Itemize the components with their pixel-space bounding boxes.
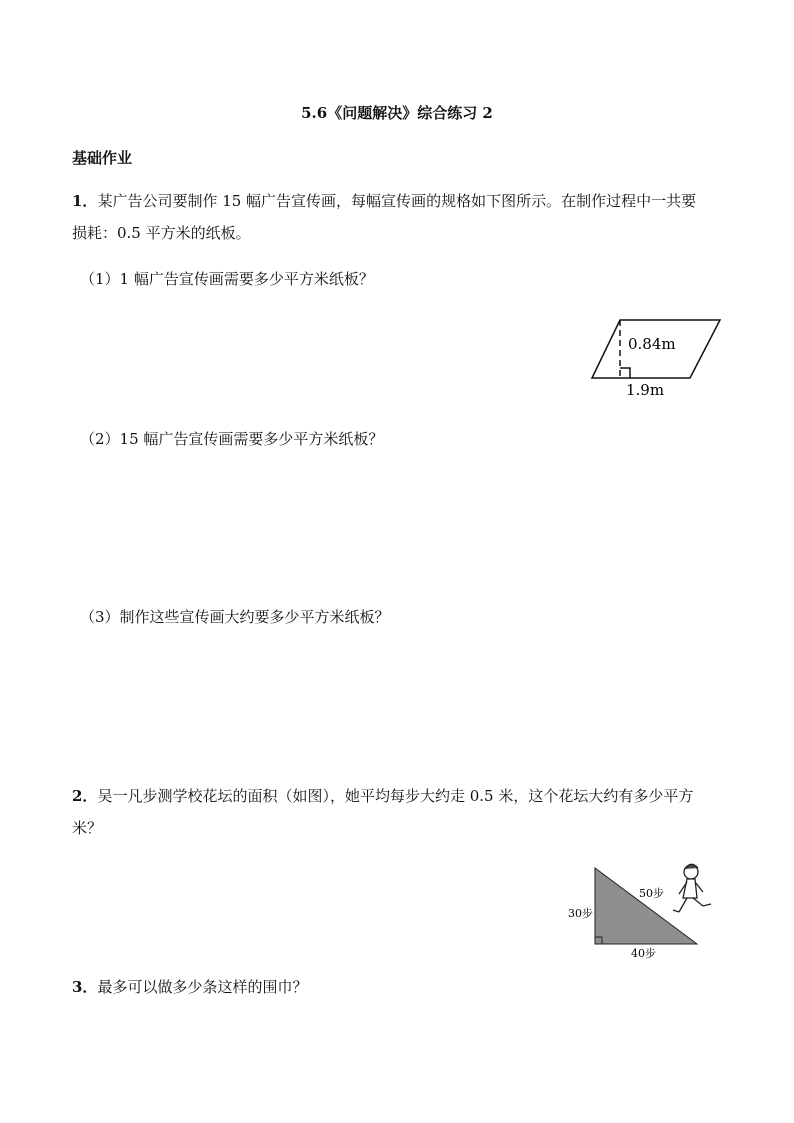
- question-3-number: 3．: [72, 978, 98, 996]
- question-2-text-2: 米？: [72, 819, 103, 837]
- triangle-base-label: 40步: [631, 947, 656, 960]
- right-angle-mark: [620, 368, 630, 378]
- question-2-line-1: [72, 785, 693, 807]
- question-1-text-2: 损耗：0.5 平方米的纸板。: [72, 224, 251, 242]
- triangle-vertical-label: 30步: [568, 907, 593, 920]
- parallelogram-figure: [588, 316, 728, 400]
- triangle-flowerbed-figure: [565, 850, 725, 964]
- parallelogram-base-label: 1.9m: [626, 381, 665, 399]
- question-1-line-1: [72, 190, 696, 212]
- question-2-number: 2．: [72, 787, 98, 805]
- worksheet-title: 5.6《问题解决》综合练习 2: [301, 104, 493, 122]
- question-3-line: [72, 976, 307, 998]
- question-1-sub-3: （3）制作这些宣传画大约要多少平方米纸板？: [80, 608, 390, 626]
- question-2-text-1: 吴一凡步测学校花坛的面积（如图），她平均每步大约走 0.5 米，这个花坛大约有多少平方: [97, 787, 694, 805]
- section-heading: 基础作业: [72, 149, 133, 167]
- question-1-text-1: 某广告公司要制作 15 幅广告宣传画，每幅宣传画的规格如下图所示。在制作过程中一共要: [97, 192, 697, 210]
- question-1-sub-1: （1）1 幅广告宣传画需要多少平方米纸板？: [80, 270, 374, 288]
- question-1-sub-2: （2）15 幅广告宣传画需要多少平方米纸板？: [80, 430, 384, 448]
- parallelogram-height-label: 0.84m: [628, 335, 676, 353]
- walking-girl-illustration: [673, 864, 711, 912]
- question-3-text: 最多可以做多少条这样的围巾？: [97, 978, 308, 996]
- question-1-number: 1．: [72, 192, 98, 210]
- triangle-hypotenuse-label: 50步: [639, 887, 664, 900]
